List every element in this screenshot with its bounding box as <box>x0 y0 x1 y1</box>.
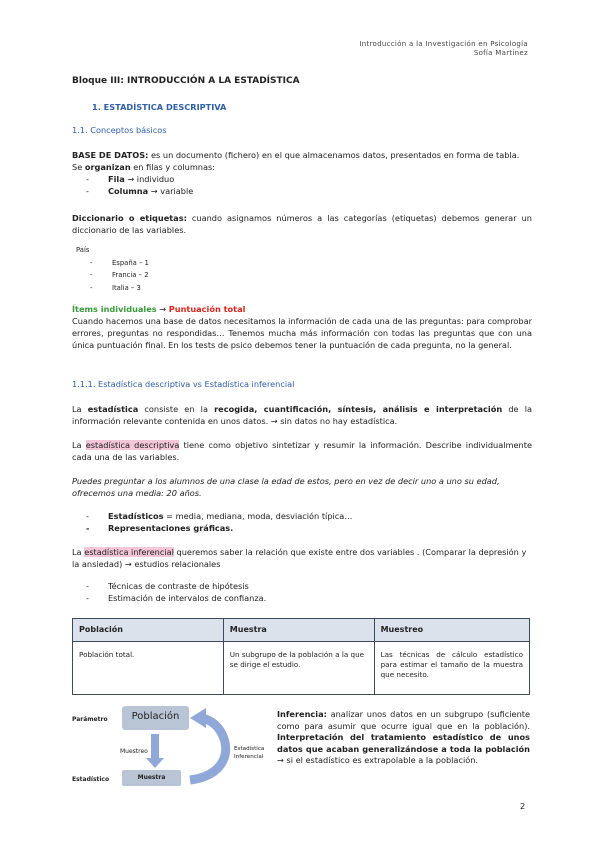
items-paragraph: Cuando hacemos una base de datos necesitamos la información de cada una de las preguntas: para comprobar errores, preguntas no respondidas… Tenemos mucha más información con todas las preguntas que con una única puntuación final. En los tests de psico debemos tener la puntuación de cada pregunta, no la general. <box>72 316 532 350</box>
estadistica-paragraph: La estadística consiste en la recogida, cuantificación, síntesis, análisis e interpretación de la información relevante contenida en unos datos. → sin datos no hay estadística. <box>72 404 532 426</box>
list-item: - Francia – 2 <box>90 269 149 282</box>
inferencial-label: Estadística Inferencial <box>234 746 265 760</box>
section-heading: 1. ESTADÍSTICA DESCRIPTIVA <box>92 102 227 112</box>
subsection-heading: 1.1. Conceptos básicos <box>72 125 167 135</box>
estadistico-label: Estadístico <box>72 776 110 783</box>
header-course: Introducción a la Investigación en Psicología <box>359 40 528 48</box>
page-number: 2 <box>520 801 526 811</box>
down-arrow <box>146 734 164 768</box>
list-item: - Columna → variable <box>86 185 532 197</box>
example-paragraph: Puedes preguntar a los alumnos de una clase la edad de estos, pero en vez de decir uno a uno su edad, ofrecemos una media: 20 años. <box>72 476 500 498</box>
table-cell: Un subgrupo de la población a la que se dirige el estudio. <box>223 642 374 695</box>
table-row <box>73 642 530 695</box>
highlight-inferencial: estadística inferencial <box>84 547 174 557</box>
list-item: - Técnicas de contraste de hipótesis <box>86 580 266 592</box>
inferencial-list <box>86 580 266 604</box>
subsubsection-heading: 1.1.1. Estadística descriptiva vs Estadística inferencial <box>72 379 295 389</box>
inferencia-paragraph: Inferencia: analizar unos datos en un subgrupo (suficiente como para asumir que ocurre igual que en la población). Interpretación del tratamiento estadístico de unos datos que acaban generalizándose a toda la población → si el estadístico es extrapolable a la población. <box>277 709 530 765</box>
poblacion-box: Población <box>131 711 180 722</box>
list-item: - Representaciones gráficas. <box>86 522 353 534</box>
list-item: - Italia – 3 <box>90 282 149 295</box>
muestra-box: Muestra <box>137 774 166 781</box>
pais-list <box>90 257 149 295</box>
highlight-descriptiva: estadística descriptiva <box>85 440 180 450</box>
base-de-datos-paragraph: BASE DE DATOS: es un documento (fichero) en el que almacenamos datos, presentados en forma de tabla. Se organizan en filas y columnas: - Fila → individuo - Columna → variable <box>72 149 532 197</box>
curved-arrow-head <box>190 708 206 728</box>
muestreo-label: Muestreo <box>120 748 148 755</box>
list-item: - España – 1 <box>90 257 149 270</box>
table-header: Muestreo <box>374 619 529 642</box>
table-header: Muestra <box>223 619 374 642</box>
table-header: Población <box>73 619 224 642</box>
curved-arrow <box>190 718 226 780</box>
page-header <box>359 40 528 58</box>
table-header-row <box>73 619 530 642</box>
list-item: - Estadísticos = media, mediana, moda, desviación típica… <box>86 510 353 522</box>
descriptiva-paragraph: La estadística descriptiva tiene como objetivo sintetizar y resumir la información. Describe individualmente cada una de las variables. <box>72 440 532 462</box>
table-cell: Población total. <box>73 642 224 695</box>
page-title: Bloque III: INTRODUCCIÓN A LA ESTADÍSTICA <box>72 76 300 86</box>
list-item: - Estimación de intervalos de confianza. <box>86 592 266 604</box>
diccionario-paragraph: Diccionario o etiquetas: cuando asignamos números a las categorías (etiquetas) debemos generar un diccionario de las variables. <box>72 213 532 235</box>
bd-list <box>86 173 532 197</box>
inference-diagram <box>72 704 272 790</box>
table-cell: Las técnicas de cálculo estadístico para estimar el tamaño de la muestra que necesito. <box>374 642 529 695</box>
items-heading: Ítems individuales → Puntuación total <box>72 304 246 314</box>
concepts-table <box>72 618 530 695</box>
pais-example: País - España – 1 - Francia – 2 - Italia – 3 <box>76 244 149 294</box>
parametro-label: Parámetro <box>72 716 108 723</box>
inferencial-paragraph: La estadística inferencial queremos saber la relación que existe entre dos variables . (Comparar la depresión y la ansiedad) → estudios relacionales <box>72 547 527 569</box>
header-author: Sofía Martínez <box>473 49 528 57</box>
list-item: - Fila → individuo <box>86 173 532 185</box>
bd-term: BASE DE DATOS: <box>72 150 149 160</box>
estadisticos-list <box>86 510 353 534</box>
